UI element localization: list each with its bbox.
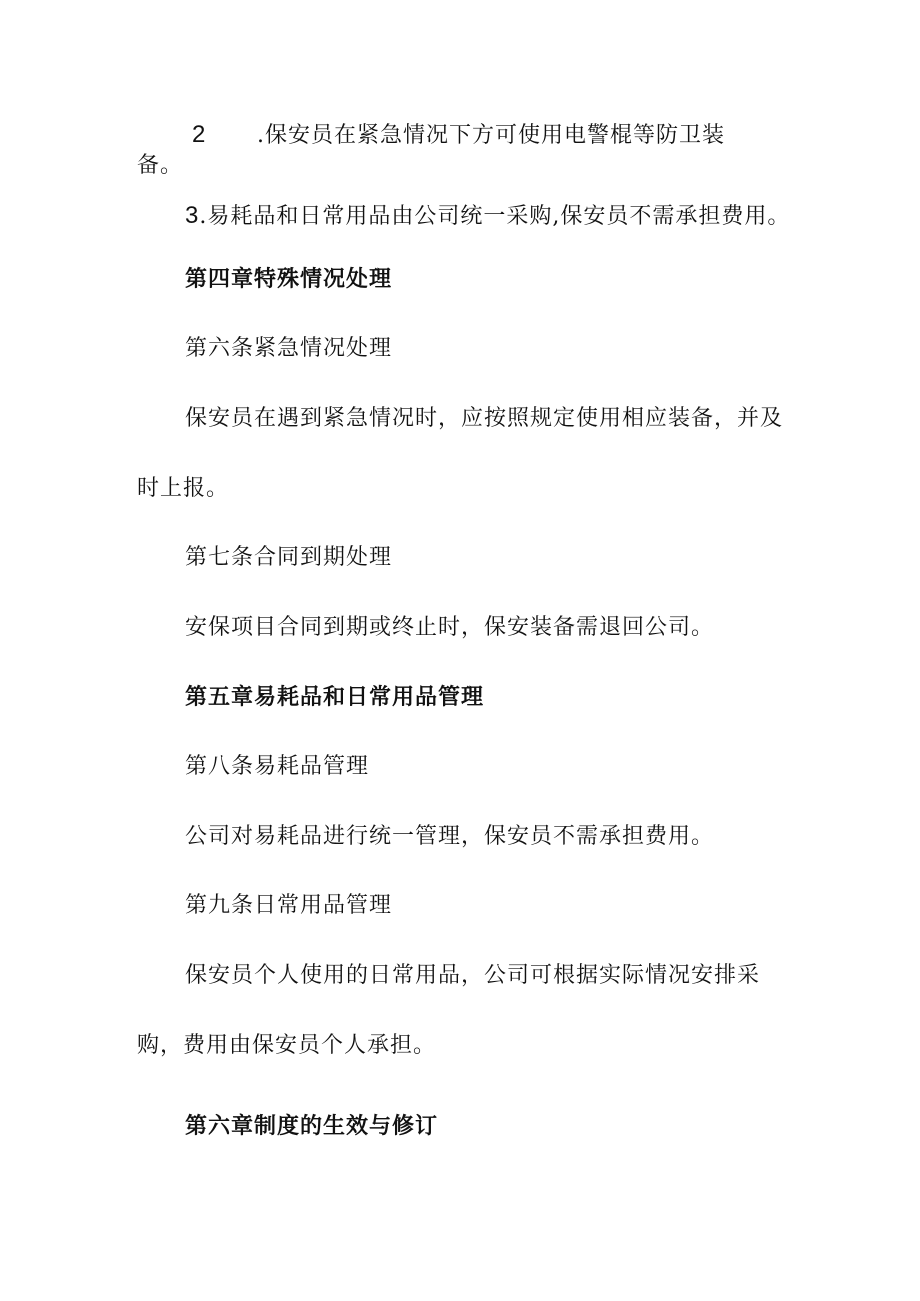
item-3-text: .易耗品和日常用品由公司统一采购,保安员不需承担费用。 [199, 204, 791, 229]
item-number-2: 2 [192, 121, 206, 148]
article-6-body-line1: 保安员在遇到紧急情况时，应按照规定使用相应装备，并及 [185, 406, 784, 431]
chapter-5-heading: 第五章易耗品和日常用品管理 [185, 684, 485, 710]
article-9-title: 第九条日常用品管理 [185, 893, 393, 918]
article-7-title: 第七条合同到期处理 [185, 545, 393, 570]
article-9-body-line1: 保安员个人使用的日常用品，公司可根据实际情况安排采 [185, 963, 761, 988]
chapter-6-heading: 第六章制度的生效与修订 [185, 1113, 439, 1139]
item-2-text-line1: .保安员在紧急情况下方可使用电警棍等防卫装 [257, 123, 725, 148]
item-number-3: 3 [185, 202, 200, 229]
article-8-title: 第八条易耗品管理 [185, 754, 370, 779]
article-6-title: 第六条紧急情况处理 [185, 336, 393, 361]
article-6-body-line2: 时上报。 [137, 476, 230, 501]
article-7-body: 安保项目合同到期或终止时，保安装备需退回公司。 [185, 615, 715, 640]
article-9-body-line2: 购，费用由保安员个人承担。 [137, 1033, 437, 1058]
article-8-body: 公司对易耗品进行统一管理，保安员不需承担费用。 [185, 824, 715, 849]
item-3 [185, 201, 790, 232]
item-2-text-line2: 备。 [137, 153, 184, 178]
chapter-4-heading: 第四章特殊情况处理 [185, 266, 393, 292]
